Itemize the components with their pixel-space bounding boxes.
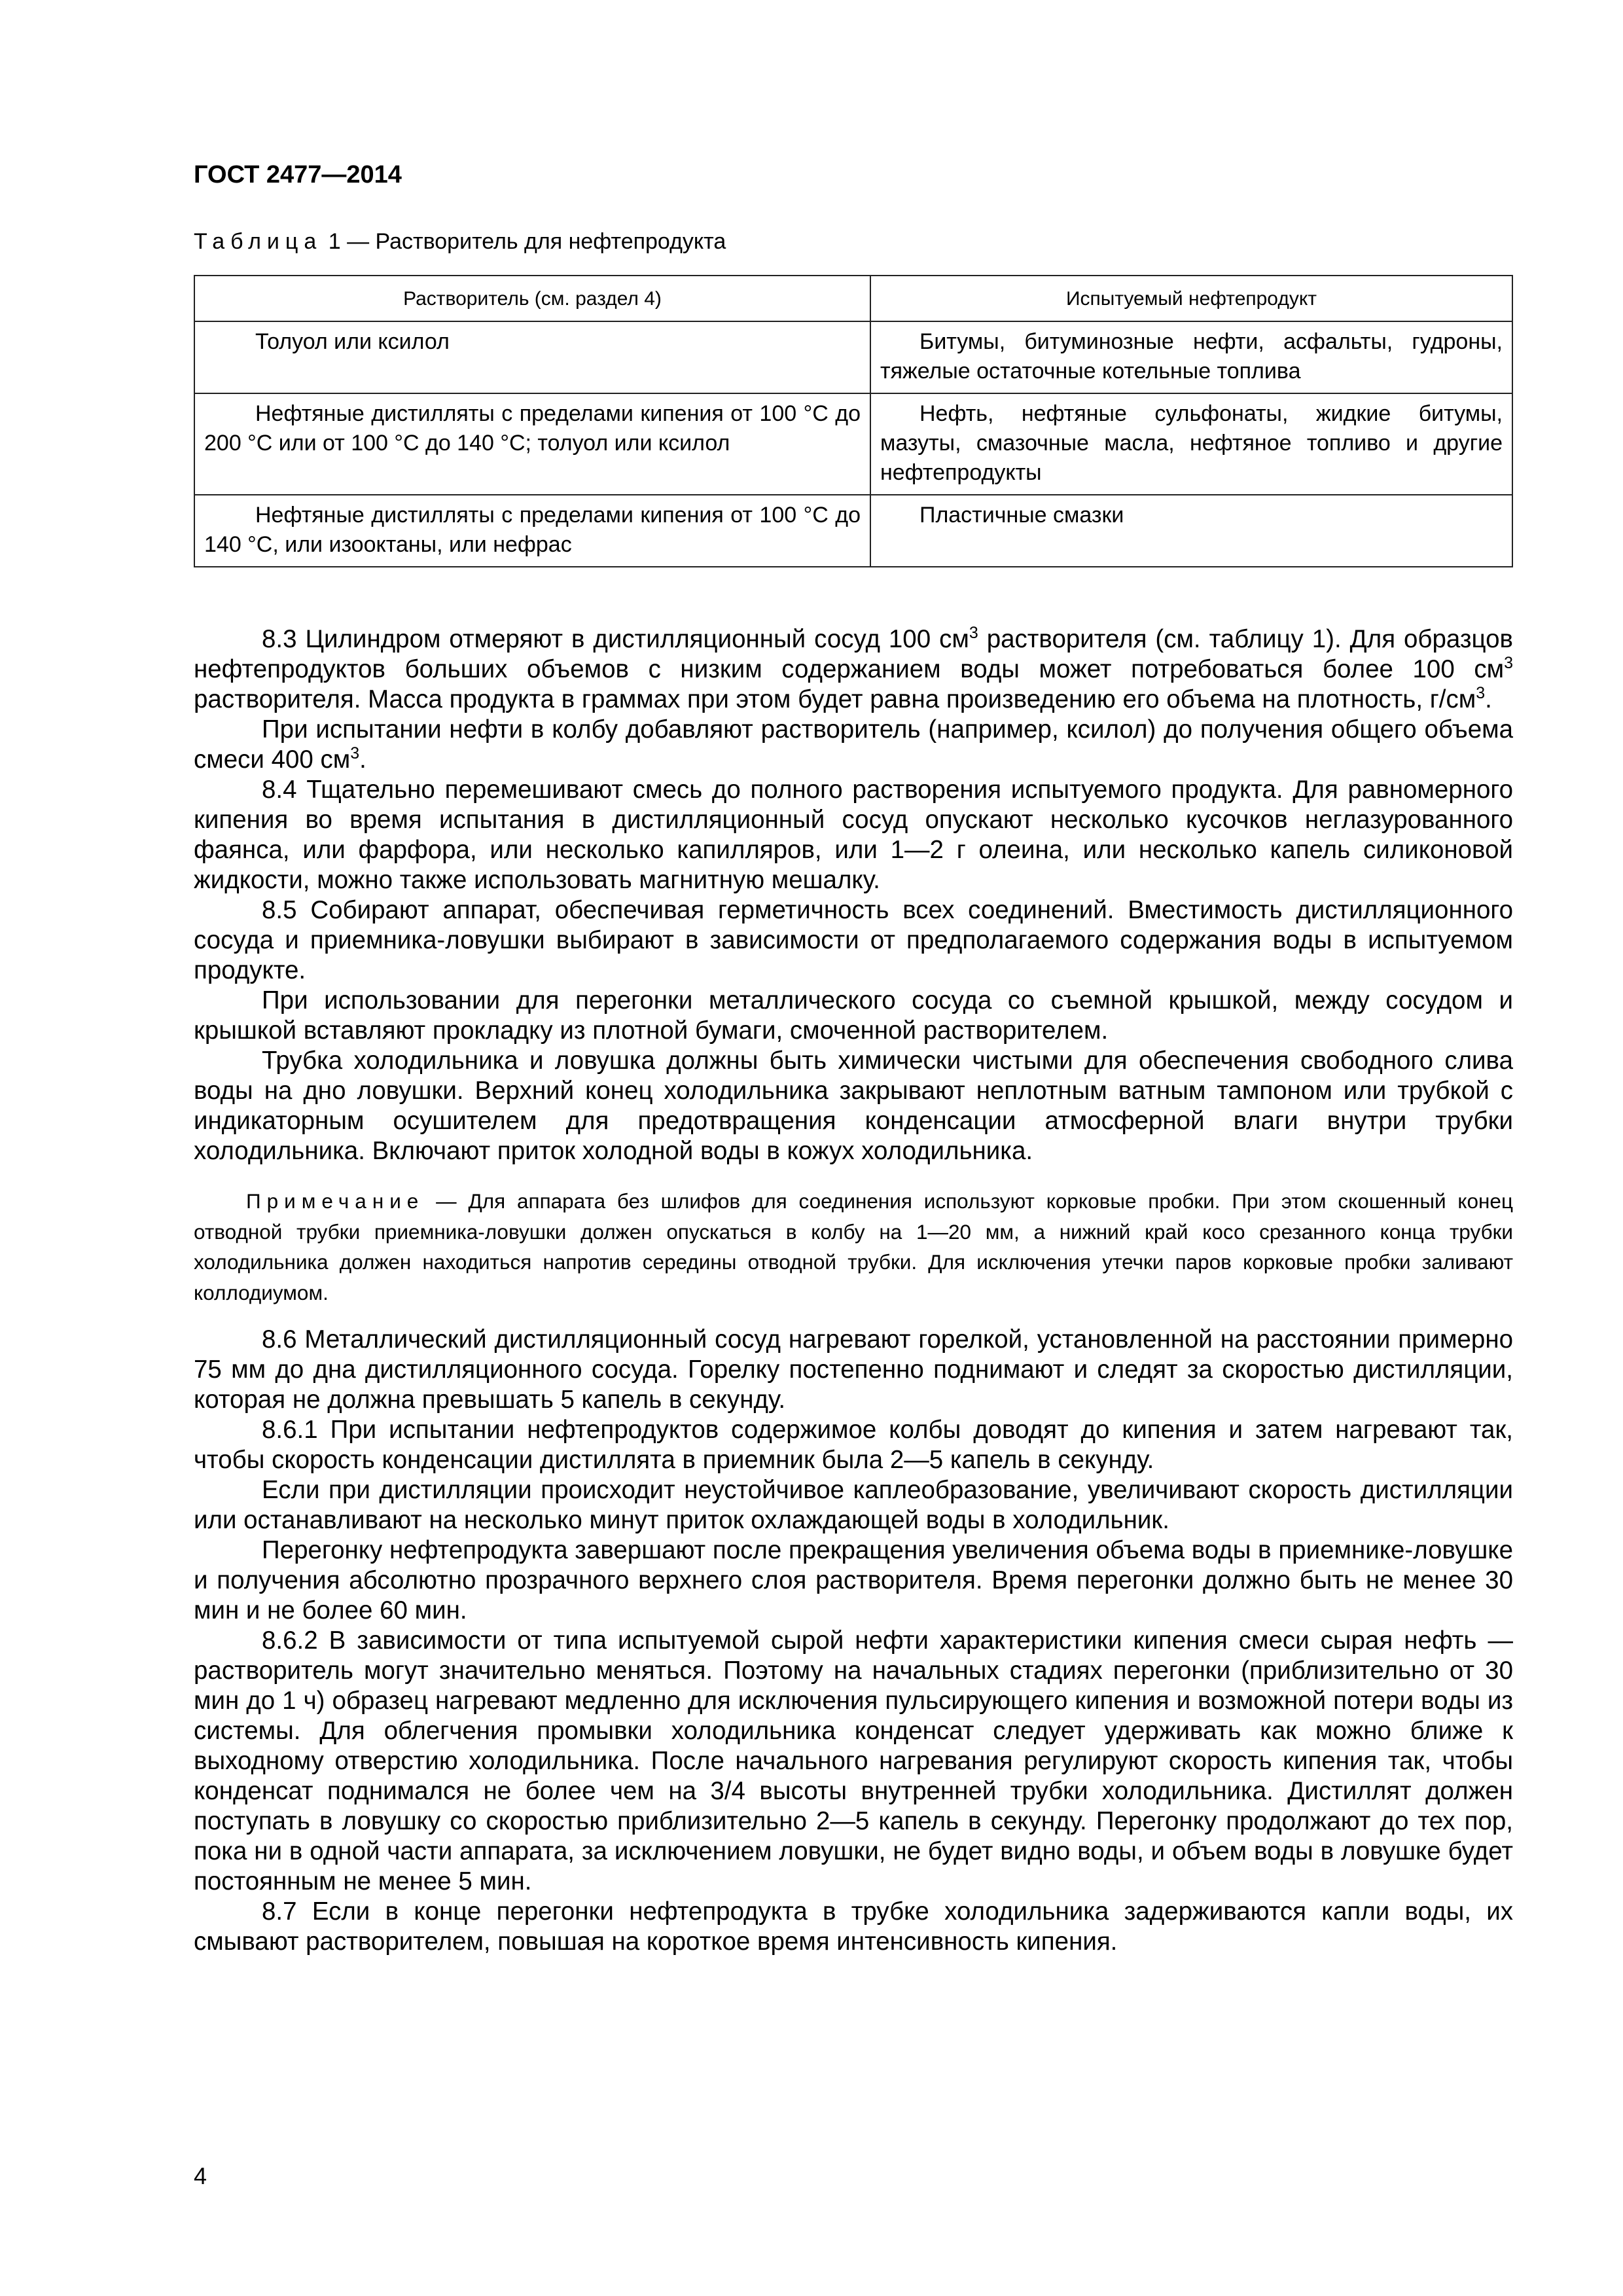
table-caption	[194, 229, 726, 255]
superscript: 3	[350, 744, 360, 763]
text-run: .	[359, 745, 366, 774]
column-header-product: Испытуемый нефтепродукт	[870, 276, 1512, 321]
text-run: При испытании нефти в колбу добавляют растворитель (например, ксилол) до получения общего объема смеси 400 см	[194, 715, 1513, 774]
paragraph-8-4: 8.4 Тщательно перемешивают смесь до полного растворения испытуемого продукта. Для равномерного кипения во время испытания в дистилляционный сосуд опускают несколько кусочков неглазурованного фаянса, или фарфора, или несколько капилляров, или 1—2 г олеина, или несколько капель силиконовой жидкости, можно также использовать магнитную мешалку.	[194, 776, 1513, 894]
table-cell-product: Пластичные смазки	[870, 495, 1512, 567]
text-run: растворителя. Масса продукта в граммах при этом будет равна произведению его объема на плотность, г/см	[194, 685, 1476, 713]
table-cell-solvent: Нефтяные дистилляты с пределами кипения от 100 °С до 140 °С, или изооктаны, или нефрас	[194, 495, 870, 567]
solvent-table	[194, 275, 1513, 567]
table-caption-text: 1 — Растворитель для нефтепродукта	[322, 229, 726, 254]
paragraph-8-5-condenser-tube: Трубка холодильника и ловушка должны быть химически чистыми для обеспечения свободного слива воды на дно ловушки. Верхний конец холодильника закрывают неплотным ватным тампоном или трубкой с индикаторным осушителем для предотвращения конденсации атмосферной влаги внутри трубки холодильника. Включают приток холодной воды в кожух холодильника.	[194, 1047, 1513, 1165]
page-number: 4	[194, 2162, 207, 2189]
table-row	[194, 495, 1512, 567]
text-run: 8.3 Цилиндром отмеряют в дистилляционный сосуд 100 см	[262, 625, 969, 653]
paragraph-8-6-1-unstable-drops: Если при дистилляции происходит неустойчивое каплеобразование, увеличивают скорость дистилляции или останавливают на несколько минут приток охлаждающей воды в холодильник.	[194, 1476, 1513, 1534]
paragraph-8-3	[194, 624, 1513, 715]
table-cell-product: Нефть, нефтяные сульфонаты, жидкие битумы, мазуты, смазочные масла, нефтяное топливо и другие нефтепродукты	[870, 393, 1512, 495]
text-run: растворителя (см. таблицу 1). Для образцов нефтепродуктов больших объемов с низким содержанием воды может потребоваться более 100 см	[194, 625, 1513, 683]
note-text: — Для аппарата без шлифов для соединения используют корковые пробки. При этом скошенный конец отводной трубки приемника-ловушки должен опускаться в колбу на 1—20 мм, а нижний край косо срезанного конца трубки холодильника должен находиться напротив середины отводной трубки. Для исключения утечки паров корковые пробки заливают коллодиумом.	[194, 1189, 1513, 1304]
table-cell-solvent: Толуол или ксилол	[194, 321, 870, 393]
table-cell-product: Битумы, битуминозные нефти, асфальты, гудроны, тяжелые остаточные котельные топлива	[870, 321, 1512, 393]
superscript: 3	[969, 624, 978, 643]
table-row	[194, 321, 1512, 393]
paragraph-8-6-2: 8.6.2 В зависимости от типа испытуемой сырой нефти характеристики кипения смеси сырая нефть — растворитель могут значительно меняться. Поэтому на начальных стадиях перегонки (приблизительно от 30 мин до 1 ч) образец нагревают медленно для исключения пульсирующего кипения и возможной потери воды из системы. Для облегчения промывки холодильника конденсат следует удерживать как можно ближе к выходному отверстию холодильника. После начального нагревания регулируют скорость кипения так, чтобы конденсат поднимался не более чем на 3/4 высоты внутренней трубки холодильника. Дистиллят должен поступать в ловушку со скоростью приблизительно 2—5 капель в секунду. Перегонку продолжают до тех пор, пока ни в одной части аппарата, за исключением ловушки, не будет видно воды, и объем воды в ловушке будет постоянным не менее 5 мин.	[194, 1626, 1513, 1895]
table-row	[194, 393, 1512, 495]
superscript: 3	[1504, 654, 1513, 673]
paragraph-8-6-1-completion: Перегонку нефтепродукта завершают после прекращения увеличения объема воды в приемнике-ловушке и получения абсолютно прозрачного верхнего слоя растворителя. Время перегонки должно быть не менее 30 мин и не более 60 мин.	[194, 1536, 1513, 1624]
column-header-solvent: Растворитель (см. раздел 4)	[194, 276, 870, 321]
text-run: .	[1485, 685, 1492, 713]
paragraph-8-5: 8.5 Собирают аппарат, обеспечивая герметичность всех соединений. Вместимость дистилляционного сосуда и приемника-ловушки выбирают в зависимости от предполагаемого содержания воды в испытуемом продукте.	[194, 896, 1513, 984]
document-body	[194, 624, 1513, 1957]
paragraph-8-6: 8.6 Металлический дистилляционный сосуд нагревают горелкой, установленной на расстоянии примерно 75 мм до дна дистилляционного сосуда. Горелку постепенно поднимают и следят за скоростью дистилляции, которая не должна превышать 5 капель в секунду.	[194, 1325, 1513, 1414]
superscript: 3	[1476, 684, 1486, 703]
document-header: ГОСТ 2477—2014	[194, 161, 402, 188]
paragraph-8-7: 8.7 Если в конце перегонки нефтепродукта в трубке холодильника задерживаются капли воды, их смывают растворителем, повышая на короткое время интенсивность кипения.	[194, 1897, 1513, 1956]
paragraph-8-5-metal-vessel: При использовании для перегонки металлического сосуда со съемной крышкой, между сосудом и крышкой вставляют прокладку из плотной бумаги, смоченной растворителем.	[194, 986, 1513, 1045]
paragraph-8-3-oil	[194, 715, 1513, 775]
table-caption-word: Таблица	[194, 229, 323, 254]
table-header-row	[194, 276, 1512, 321]
paragraph-8-6-1: 8.6.1 При испытании нефтепродуктов содержимое колбы доводят до кипения и затем нагревают так, чтобы скорость конденсации дистиллята в приемник была 2—5 капель в секунду.	[194, 1416, 1513, 1474]
table-cell-solvent: Нефтяные дистилляты с пределами кипения от 100 °С до 200 °С или от 100 °С до 140 °С; толуол или ксилол	[194, 393, 870, 495]
note	[194, 1186, 1513, 1308]
note-label: Примечание	[246, 1189, 425, 1213]
